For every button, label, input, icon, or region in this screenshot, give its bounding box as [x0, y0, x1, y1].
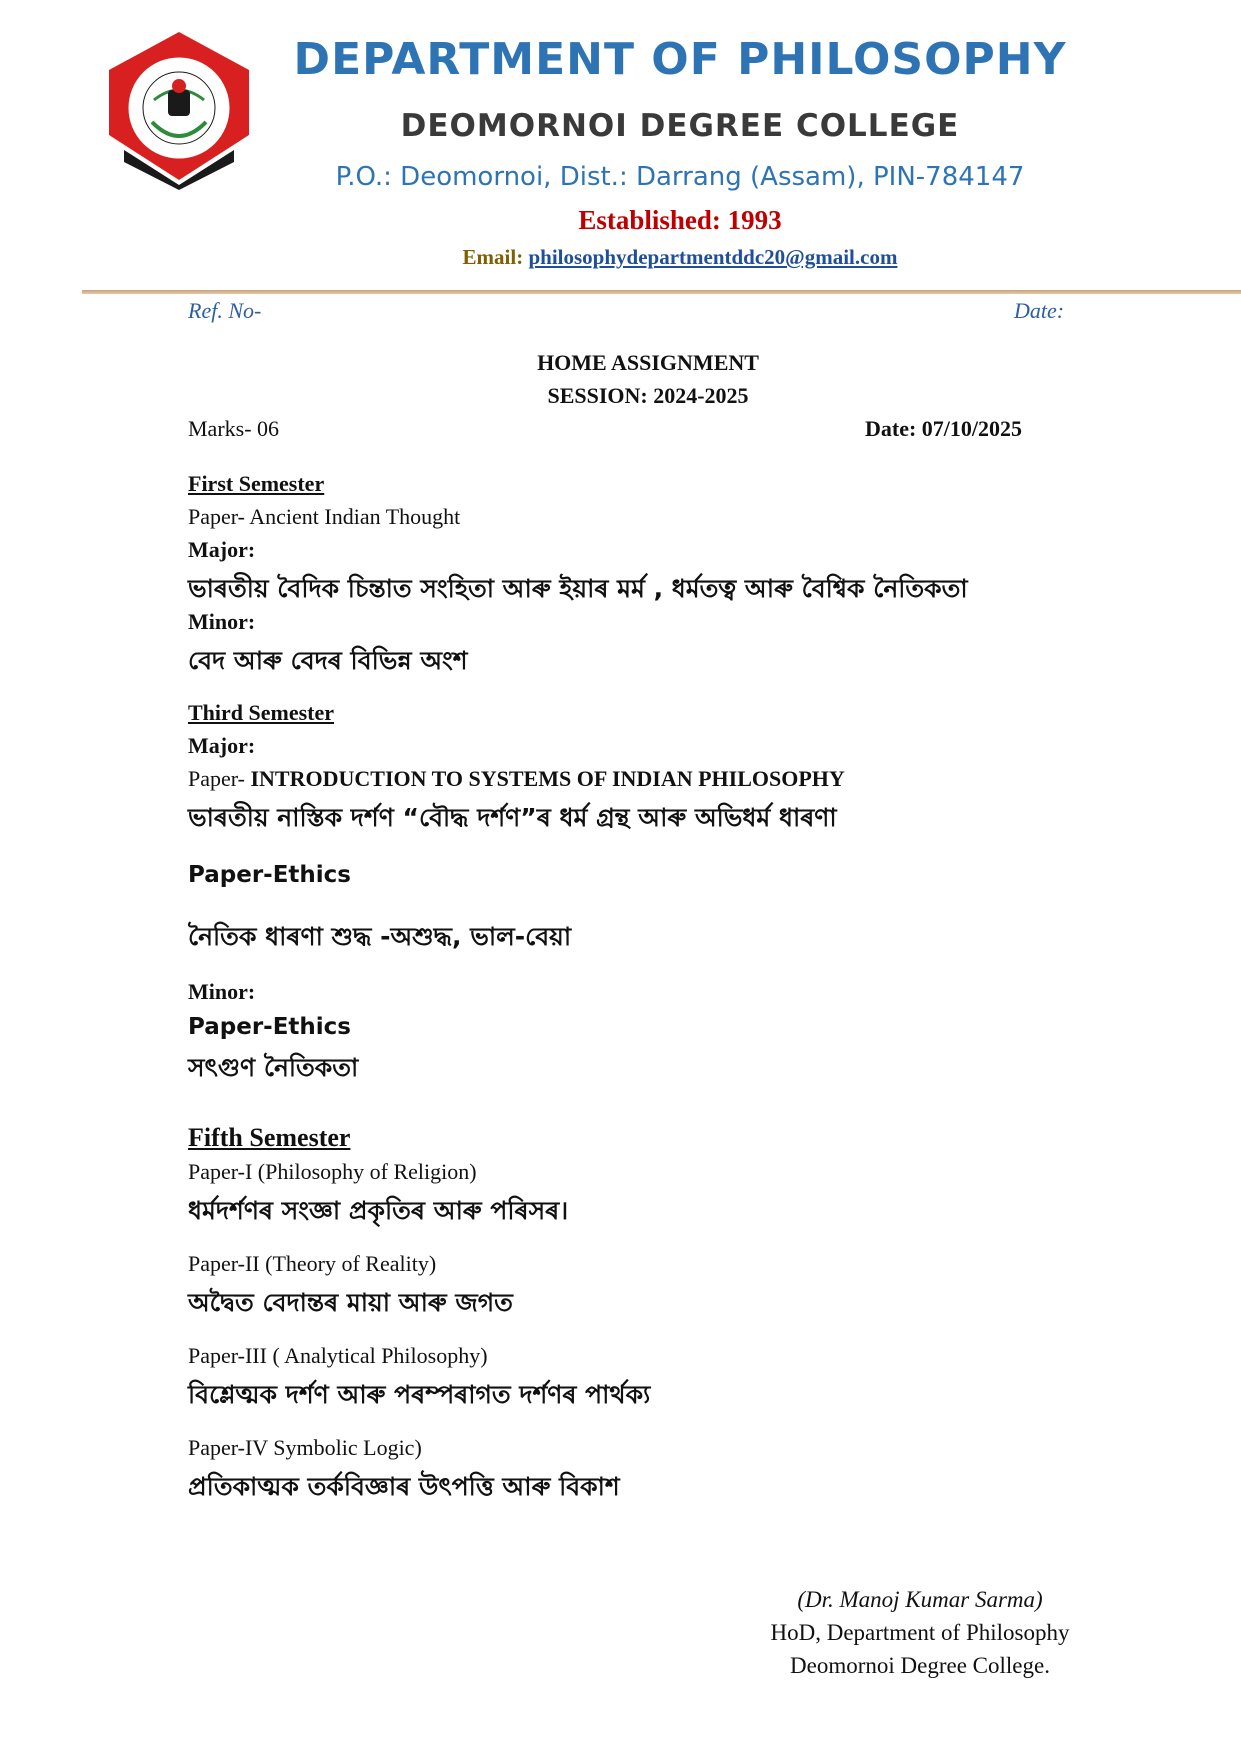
- first-semester-major-label: Major:: [188, 537, 256, 562]
- fifth-semester-paper-1: Paper-I (Philosophy of Religion): [188, 1159, 477, 1184]
- fifth-semester-paper-2: Paper-II (Theory of Reality): [188, 1251, 437, 1276]
- email-label: Email:: [462, 245, 524, 269]
- first-semester-heading: First Semester: [188, 471, 325, 496]
- assignment-title: HOME ASSIGNMENT: [537, 350, 759, 375]
- fifth-semester-paper-3: Paper-III ( Analytical Philosophy): [188, 1343, 488, 1368]
- college-emblem: [104, 30, 254, 190]
- first-semester-minor-label: Minor:: [188, 609, 256, 634]
- email-line: [270, 245, 1090, 270]
- college-name: DEOMORNOI DEGREE COLLEGE: [400, 108, 960, 144]
- third-semester-paper-name: INTRODUCTION TO SYSTEMS OF INDIAN PHILOSOPHY: [250, 766, 845, 791]
- third-semester-ethics-topic: নৈতিক ধাৰণা শুদ্ধ -অশুদ্ধ, ভাল-বেয়া: [188, 922, 572, 951]
- third-semester-heading: Third Semester: [188, 700, 335, 725]
- header-divider: [82, 290, 1241, 294]
- signatory-designation: HoD, Department of Philosophy: [770, 1620, 1070, 1645]
- fifth-semester-paper-4: Paper-IV Symbolic Logic): [188, 1435, 422, 1460]
- fifth-semester-topic-2: অদ্বৈত বেদান্তৰ মায়া আৰু জগত: [188, 1288, 513, 1317]
- fifth-semester-topic-3: বিশ্লেত্মক দৰ্শণ আৰু পৰম্পৰাগত দৰ্শণৰ পাৰ্থক্য: [188, 1380, 651, 1409]
- fifth-semester-topic-1: ধৰ্মদৰ্শণৰ সংজ্ঞা প্ৰকৃতিৰ আৰু পৰিসৰ।: [188, 1196, 569, 1225]
- third-semester-paper-prefix: Paper-: [188, 766, 251, 791]
- third-semester-major-label: Major:: [188, 733, 256, 758]
- letter-date-label: Date:: [1014, 298, 1065, 323]
- email-link[interactable]: philosophydepartmentddc20@gmail.com: [528, 245, 898, 269]
- assignment-session: SESSION: 2024-2025: [547, 383, 749, 408]
- third-semester-minor-paper: Paper-Ethics: [188, 1014, 351, 1040]
- established-year: Established: 1993: [578, 205, 782, 235]
- college-address: P.O.: Deomornoi, Dist.: Darrang (Assam), PIN-784147: [335, 162, 1025, 192]
- signatory-institution: Deomornoi Degree College.: [790, 1653, 1050, 1678]
- assignment-date: Date: 07/10/2025: [865, 416, 1023, 441]
- third-semester-ethics-label: Paper-Ethics: [188, 862, 351, 888]
- fifth-semester-topic-4: প্ৰতিকাত্মক তৰ্কবিজ্ঞাৰ উৎপত্তি আৰু বিকাশ: [188, 1472, 620, 1501]
- signatory-name: (Dr. Manoj Kumar Sarma): [797, 1587, 1043, 1612]
- assignment-marks: Marks- 06: [188, 416, 280, 441]
- fifth-semester-heading: Fifth Semester: [188, 1123, 351, 1152]
- first-semester-minor-topic: বেদ আৰু বেদৰ বিভিন্ন অংশ: [188, 646, 468, 675]
- department-title: DEPARTMENT OF PHILOSOPHY: [293, 34, 1067, 85]
- third-semester-paper: [188, 766, 845, 792]
- ref-no-label: Ref. No-: [188, 298, 262, 323]
- third-semester-major-topic: ভাৰতীয় নাস্তিক দৰ্শণ “বৌদ্ধ দৰ্শণ”ৰ ধৰ্ম গ্ৰন্থ আৰু অভিধৰ্ম ধাৰণা: [188, 803, 837, 832]
- first-semester-major-topic: ভাৰতীয় বৈদিক চিন্তাত সংহিতা আৰু ইয়াৰ মৰ্ম , ধৰ্মতত্ব আৰু বৈশ্বিক নৈতিকতা: [188, 574, 968, 603]
- third-semester-minor-label: Minor:: [188, 979, 256, 1004]
- first-semester-paper: Paper- Ancient Indian Thought: [188, 504, 461, 529]
- third-semester-minor-topic: সৎগুণ নৈতিকতা: [188, 1053, 359, 1082]
